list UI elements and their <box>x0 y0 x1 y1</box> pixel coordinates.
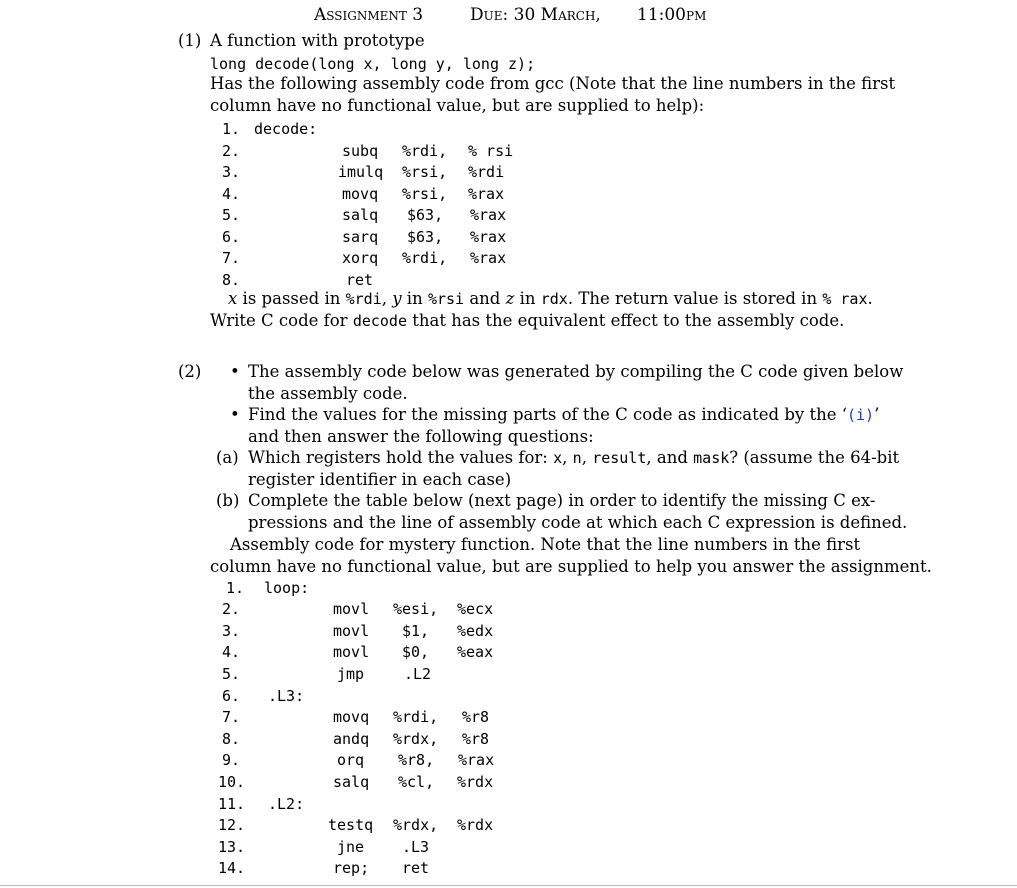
asm-op: rep; <box>333 859 370 877</box>
line-number: 7. <box>222 249 241 267</box>
q1-desc-line1: Has the following assembly code from gcc (Note that the line numbers in the first <box>210 74 896 93</box>
asm-arg1: %rdi, <box>402 249 448 267</box>
line-number: 5. <box>222 665 241 683</box>
line-number: 2. <box>222 142 241 160</box>
q2-part-b-label: (b) <box>216 491 240 510</box>
bullet-dot: • <box>230 405 240 424</box>
asm-arg2: %rax <box>470 249 507 267</box>
line-number: 9. <box>222 751 241 769</box>
q1-footer-line2: Write C code for decode that has the equivalent effect to the assembly code. <box>210 311 845 330</box>
asm-arg2: %eax <box>457 643 494 661</box>
q1-intro: A function with prototype <box>210 31 425 50</box>
asm-label: .L2: <box>268 795 305 813</box>
q2-number: (2) <box>178 362 202 381</box>
asm-op: movl <box>333 600 370 618</box>
q2-part-b-line1: Complete the table below (next page) in order to identify the missing C ex- <box>248 491 876 510</box>
q2-part-a-label: (a) <box>216 448 239 467</box>
asm-arg1: $63, <box>407 206 444 224</box>
asm-arg2: % rsi <box>468 142 514 160</box>
asm-op: movq <box>342 185 379 203</box>
asm-op: salq <box>333 773 370 791</box>
asm-arg1: %rdx, <box>393 816 439 834</box>
asm-label: .L3: <box>268 687 305 705</box>
asm-arg2: %rdx <box>457 773 494 791</box>
asm-arg1: %cl, <box>398 773 435 791</box>
q2-part-a-line1: Which registers hold the values for: x, n, result, and mask? (assume the 64-bit <box>248 448 900 467</box>
line-number: 3. <box>222 622 241 640</box>
line-number: 1. <box>222 120 241 138</box>
q2-note-line2: column have no functional value, but are supplied to help you answer the assignment. <box>210 557 932 576</box>
asm-arg1: .L3 <box>402 838 430 856</box>
asm-op: testq <box>328 816 374 834</box>
q2-part-a-line2: register identifier in each case) <box>248 470 512 489</box>
asm-op: sarq <box>342 228 379 246</box>
asm-arg2: %rax <box>470 206 507 224</box>
line-number: 2. <box>222 600 241 618</box>
line-number: 13. <box>218 838 246 856</box>
q1-footer-line1: x is passed in %rdi, y in %rsi and z in rdx. The return value is stored in % rax. <box>228 289 873 308</box>
asm-arg1: %rdi, <box>393 708 439 726</box>
asm-arg2: %rax <box>470 228 507 246</box>
asm-arg2: %rax <box>458 751 495 769</box>
line-number: 8. <box>222 271 241 289</box>
line-number: 7. <box>222 708 241 726</box>
q1-number: (1) <box>178 31 202 50</box>
asm-op: orq <box>337 751 365 769</box>
asm-op: movl <box>333 643 370 661</box>
asm-arg2: %r8 <box>462 708 490 726</box>
asm-op: subq <box>342 142 379 160</box>
asm-arg1: ret <box>402 859 430 877</box>
page-bottom-rule <box>0 885 1017 886</box>
q2-bullet2-line2: and then answer the following questions: <box>248 427 594 446</box>
line-number: 11. <box>218 795 246 813</box>
asm-arg1: $0, <box>402 643 430 661</box>
asm-op: jmp <box>337 665 365 683</box>
asm-arg1: .L2 <box>404 665 432 683</box>
asm-op: xorq <box>342 249 379 267</box>
q2-bullet2-line1: Find the values for the missing parts of the C code as indicated by the ‘(i)’ <box>248 405 880 424</box>
asm-arg1: %rdi, <box>402 142 448 160</box>
line-number: 4. <box>222 185 241 203</box>
asm-arg1: %rdx, <box>393 730 439 748</box>
asm-arg2: %rdi <box>468 163 505 181</box>
asm-arg1: %esi, <box>393 600 439 618</box>
line-number: 4. <box>222 643 241 661</box>
asm-op: jne <box>337 838 365 856</box>
bullet-dot: • <box>230 362 240 381</box>
line-number: 6. <box>222 687 241 705</box>
line-number: 3. <box>222 163 241 181</box>
asm-op: andq <box>333 730 370 748</box>
due-date: Due: 30 March, <box>470 5 601 25</box>
line-number: 5. <box>222 206 241 224</box>
asm-arg2: %ecx <box>457 600 494 618</box>
line-number: 6. <box>222 228 241 246</box>
asm-arg1: $63, <box>407 228 444 246</box>
asm-arg2: %r8 <box>462 730 490 748</box>
q2-bullet1-line2: the assembly code. <box>248 384 408 403</box>
asm-arg2: %edx <box>457 622 494 640</box>
asm-arg2: %rax <box>468 185 505 203</box>
due-time: 11:00pm <box>637 5 707 25</box>
q1-prototype: long decode(long x, long y, long z); <box>210 55 536 73</box>
asm-label: loop: <box>264 579 310 597</box>
asm-arg1: $1, <box>402 622 430 640</box>
asm-op: movl <box>333 622 370 640</box>
asm-label: decode: <box>254 120 318 138</box>
line-number: 1. <box>226 579 245 597</box>
asm-arg1: %rsi, <box>402 163 448 181</box>
line-number: 12. <box>218 816 246 834</box>
line-number: 14. <box>218 859 246 877</box>
asm-op: movq <box>333 708 370 726</box>
asm-arg2: %rdx <box>457 816 494 834</box>
line-number: 8. <box>222 730 241 748</box>
assignment-title: Assignment 3 <box>314 5 424 25</box>
q2-part-b-line2: pressions and the line of assembly code at which each C expression is defined. <box>248 513 908 532</box>
asm-arg1: %r8, <box>398 751 435 769</box>
q2-note-line1: Assembly code for mystery function. Note that the line numbers in the first <box>230 535 861 554</box>
q2-bullet1-line1: The assembly code below was generated by compiling the C code given below <box>248 362 904 381</box>
q1-desc-line2: column have no functional value, but are supplied to help): <box>210 96 705 115</box>
asm-op: salq <box>342 206 379 224</box>
line-number: 10. <box>218 773 246 791</box>
asm-op: imulq <box>338 163 384 181</box>
asm-op: ret <box>346 271 374 289</box>
asm-arg1: %rsi, <box>402 185 448 203</box>
